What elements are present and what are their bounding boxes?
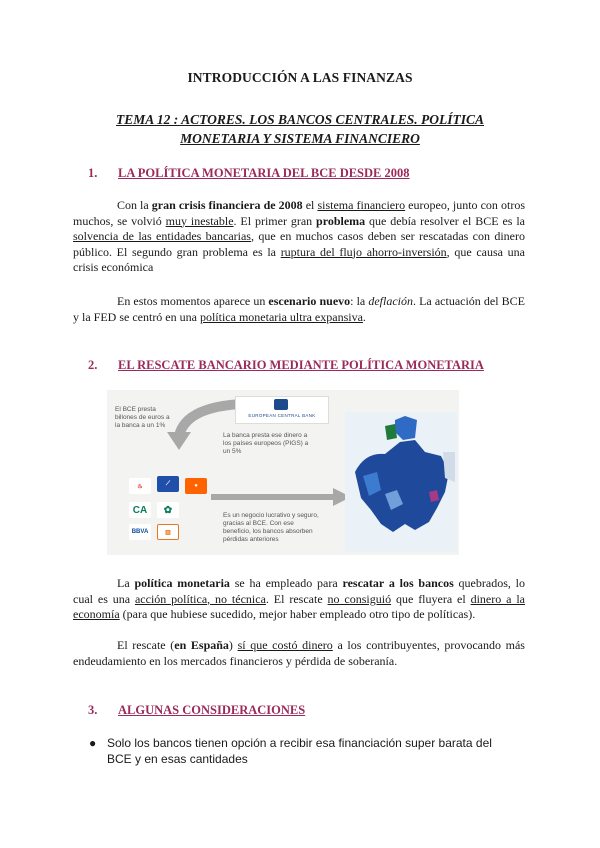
bank-logo-bankia-icon: ▥ bbox=[157, 524, 179, 540]
bank-logo-deutsche-icon: ⟋ bbox=[157, 476, 179, 492]
topic-subtitle: TEMA 12 : ACTORES. LOS BANCOS CENTRALES. POLÍTICA MONETARIA Y SISTEMA FINANCIERO bbox=[116, 112, 484, 146]
europe-map bbox=[345, 412, 457, 552]
ecb-logo-text: EUROPEAN CENTRAL BANK bbox=[248, 413, 316, 418]
section-number: 3. bbox=[88, 703, 98, 717]
ecb-rescue-infographic bbox=[107, 390, 459, 555]
bank-logo-bbva-icon: BBVA bbox=[129, 524, 151, 540]
ecb-logo bbox=[235, 396, 329, 424]
page-title: INTRODUCCIÓN A LAS FINANZAS bbox=[187, 70, 413, 85]
section-number: 1. bbox=[88, 166, 98, 180]
ecb-emblem-icon bbox=[274, 399, 288, 410]
section-title: LA POLÍTICA MONETARIA DEL BCE DESDE 2008 bbox=[118, 166, 410, 180]
section-title: EL RESCATE BANCARIO MEDIANTE POLÍTICA MONETARIA bbox=[118, 358, 484, 372]
section-1-paragraph-2: En estos momentos aparece un escenario nuevo: la deflación. La actuación del BCE y la FED se centró en una política monetaria ultra expansiva. bbox=[73, 294, 525, 324]
figure-note-banks-lend: La banca presta ese dinero a los países europeos (PIGS) a un 5% bbox=[223, 432, 309, 455]
list-item-text: Solo los bancos tienen opción a recibir esa financiación super barata del BCE y en esas cantidades bbox=[107, 736, 492, 766]
section-2-paragraph-2: El rescate (en España) sí que costó dinero a los contribuyentes, provocando más endeudamiento en los mercados financieros y pérdida de soberanía. bbox=[73, 638, 525, 668]
bank-logo-ing-icon: ● bbox=[185, 478, 207, 494]
figure-note-ecb-lends: El BCE presta billones de euros a la banca a un 1% bbox=[115, 406, 170, 429]
section-heading-2 bbox=[88, 358, 484, 373]
bank-logo-santander-icon: ♨ bbox=[129, 478, 151, 494]
bullet-icon: ● bbox=[89, 736, 97, 750]
bank-logo-generic-icon: ✿ bbox=[157, 502, 179, 518]
section-heading-3 bbox=[88, 703, 306, 718]
section-1-paragraph-1: Con la gran crisis financiera de 2008 el sistema financiero europeo, junto con otros muchos, se volvió muy inestable. El primer gran problema que debía resolver el BCE es la solvencia de las entidades bancarias, que en muchos casos deben ser rescatadas con dinero público. El segundo gran problema es la ruptura del flujo ahorro-inversión, que causa una crisis económica bbox=[73, 198, 526, 274]
bank-logo-ca-icon: CA bbox=[129, 502, 151, 518]
section-number: 2. bbox=[88, 358, 98, 372]
section-2-paragraph-1: La política monetaria se ha empleado para rescatar a los bancos quebrados, lo cual es una acción política, no técnica. El rescate no consiguió que fluyera el dinero a la economía (para que hubiese sucedido, mejor haber empleado otro tipo de políticas). bbox=[73, 576, 526, 621]
section-heading-1 bbox=[88, 166, 410, 181]
figure-note-lucrative: Es un negocio lucrativo y seguro, gracias al BCE. Con ese beneficio, los bancos absorben pérdidas anteriores bbox=[223, 512, 319, 543]
right-arrow-icon bbox=[211, 488, 351, 506]
section-title: ALGUNAS CONSIDERACIONES bbox=[118, 703, 306, 717]
